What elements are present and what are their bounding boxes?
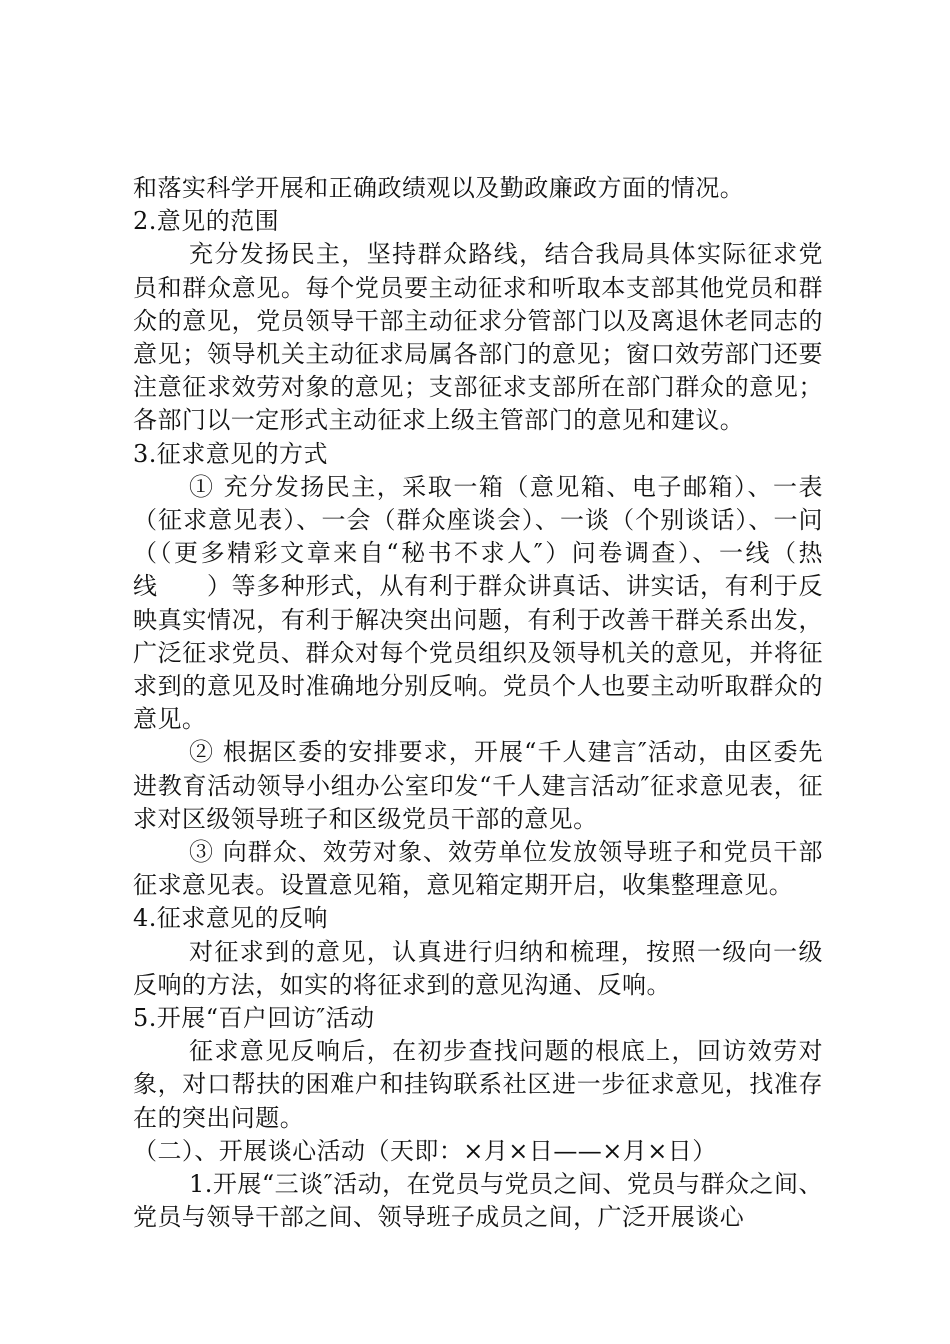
paragraph-feedback: 对征求到的意见，认真进行归纳和梳理，按照一级向一级反响的方法，如实的将征求到的意见沟通、反响。 — [133, 937, 823, 999]
section-heading-talks: （二）、开展谈心活动（天即：×月×日——×月×日） — [133, 1136, 717, 1165]
document-body — [133, 172, 823, 1235]
paragraph-continuation: 和落实科学开展和正确政绩观以及勤政廉政方面的情况。 — [133, 174, 745, 202]
paragraph-method-1: ① 充分发扬民主，采取一箱（意见箱、电子邮箱）、一表（征求意见表）、一会（群众座谈会）、一谈（个别谈话）、一问（（更多精彩文章来自“秘书不求人″）问卷调查）、一线（热线 ）等多种形式，从有利于群众讲真话、讲实话，有利于反映真实情况，有利于解决突出问题，有利于改善干群关系出发，广泛征求党员、群众对每个党员组织及领导机关的意见，并将征求到的意见及时准确地分别反响。党员个人也要主动听取群众的意见。 — [133, 472, 823, 734]
paragraph-visits: 征求意见反响后，在初步查找问题的根底上，回访效劳对象，对口帮扶的困难户和挂钩联系社区进一步征求意见，找准存在的突出问题。 — [133, 1037, 823, 1132]
paragraph-scope: 充分发扬民主，坚持群众路线，结合我局具体实际征求党员和群众意见。每个党员要主动征求和听取本支部其他党员和群众的意见，党员领导干部主动征求分管部门以及离退休老同志的意见；领导机关主动征求局属各部门的意见；窗口效劳部门还要注意征求效劳对象的意见；支部征求支部所在部门群众的意见；各部门以一定形式主动征求上级主管部门的意见和建议。 — [133, 240, 823, 435]
paragraph-method-2: ② 根据区委的安排要求，开展“千人建言″活动，由区委先进教育活动领导小组办公室印发“千人建言活动″征求意见表，征求对区级领导班子和区级党员干部的意见。 — [133, 738, 823, 833]
section-heading-scope: 2.意见的范围 — [133, 207, 280, 236]
section-heading-methods: 3.征求意见的方式 — [133, 439, 328, 468]
paragraph-talks: 1.开展“三谈″活动，在党员与党员之间、党员与群众之间、党员与领导干部之间、领导班子成员之间，广泛开展谈心 — [133, 1170, 823, 1232]
paragraph-method-3: ③ 向群众、效劳对象、效劳单位发放领导班子和党员干部征求意见表。设置意见箱，意见箱定期开启，收集整理意见。 — [133, 838, 823, 900]
section-heading-visits: 5.开展“百户回访″活动 — [133, 1004, 375, 1033]
section-heading-feedback: 4.征求意见的反响 — [133, 904, 328, 933]
